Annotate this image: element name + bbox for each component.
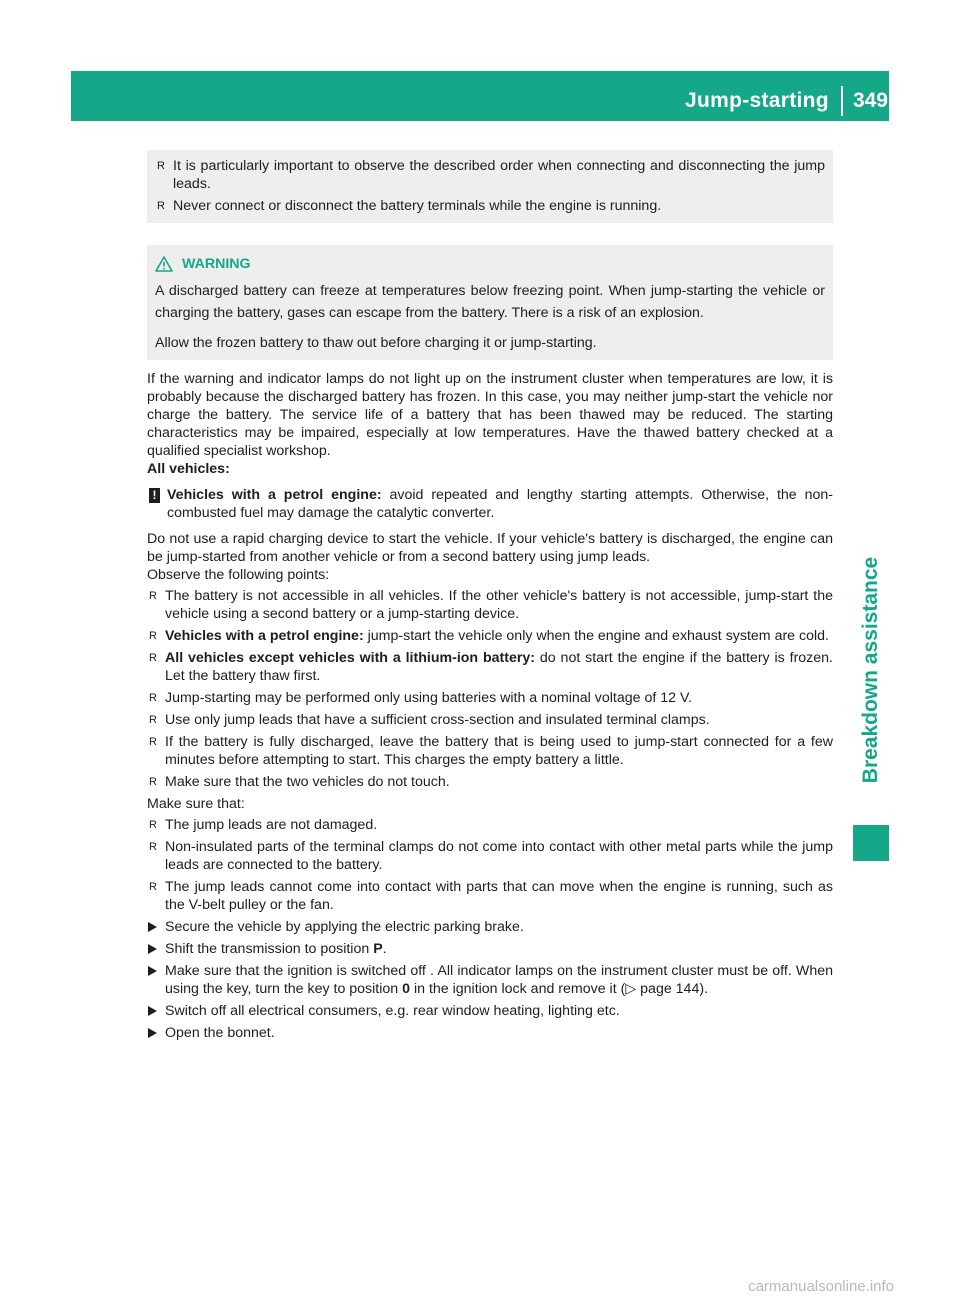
- step: Make sure that the ignition is switched off . All indicator lamps on the instrument cluster must be off. When using the key, turn the key to position 0 in the ignition lock and remove it (▷ page 144).: [147, 962, 833, 998]
- intro-paragraph: If the warning and indicator lamps do not light up on the instrument cluster when temperatures are low, it is probably because the discharged battery has frozen. In this case, you may neither jump-start the vehicle nor charge the battery. The service life of a battery that has been thawed may be reduced. The starting characteristics may be impaired, especially at low temperatures. Have the thawed battery checked at a qualified specialist workshop.: [147, 371, 833, 459]
- page-reference-link[interactable]: ▷ page 144: [625, 981, 700, 997]
- bullet-r-icon: R: [149, 841, 157, 853]
- list-item: R Make sure that the two vehicles do not touch.: [149, 774, 450, 790]
- watermark: carmanualsonline.info: [748, 1278, 894, 1295]
- bullet-r-icon: R: [149, 692, 157, 704]
- list-item: R If the battery is fully discharged, leave the battery that is being used to jump-start connected for a few minutes before attempting to start. This charges the empty battery a little.: [149, 734, 833, 768]
- list-item: R The battery is not accessible in all vehicles. If the other vehicle's battery is not accessible, jump-start the vehicle using a second battery or a jump-starting device.: [149, 588, 833, 622]
- list-item: R Non-insulated parts of the terminal clamps do not come into contact with other metal parts while the jump leads are connected to the battery.: [149, 839, 833, 873]
- bullet-r-icon: R: [149, 881, 157, 893]
- exclamation-icon: !: [149, 488, 160, 503]
- bullet-r-icon: R: [157, 160, 165, 172]
- bullet-r-icon: R: [157, 200, 165, 212]
- list-item: R The jump leads are not damaged.: [149, 817, 378, 833]
- warning-triangle-icon: [155, 256, 173, 272]
- page-number: 349: [852, 89, 888, 112]
- paragraph: Make sure that:: [147, 796, 245, 812]
- warning-box: [147, 245, 833, 360]
- step-arrow-icon: [148, 1006, 157, 1016]
- step: Shift the transmission to position P.: [147, 940, 833, 958]
- list-item: R Vehicles with a petrol engine: jump-start the vehicle only when the engine and exhaust system are cold.: [149, 628, 829, 644]
- header: [685, 86, 888, 116]
- warning-text: Allow the frozen battery to thaw out before charging it or jump-starting.: [155, 335, 597, 351]
- subheading: All vehicles:: [147, 461, 230, 477]
- info-box: [147, 150, 833, 223]
- list-item: R Jump-starting may be performed only using batteries with a nominal voltage of 12 V.: [149, 690, 693, 706]
- side-tab-label: Breakdown assistance: [859, 556, 882, 784]
- list-item: R Never connect or disconnect the battery terminals while the engine is running.: [157, 198, 662, 214]
- paragraph: Do not use a rapid charging device to start the vehicle. If your vehicle's battery is discharged, the engine can be jump-started from another vehicle or from a second battery using jump leads.: [147, 531, 833, 565]
- list-item: R Use only jump leads that have a sufficient cross-section and insulated terminal clamps.: [149, 712, 710, 728]
- bullet-r-icon: R: [149, 736, 157, 748]
- step-arrow-icon: [148, 944, 157, 954]
- step: Open the bonnet.: [147, 1024, 833, 1042]
- bullet-r-icon: R: [149, 819, 157, 831]
- bullet-r-icon: R: [149, 590, 157, 602]
- warning-label: WARNING: [182, 256, 251, 272]
- list-item: R It is particularly important to observe the described order when connecting and disconnecting the jump leads.: [157, 158, 825, 192]
- paragraph: Observe the following points:: [147, 567, 330, 583]
- list-item: R The jump leads cannot come into contact with parts that can move when the engine is running, such as the V-belt pulley or the fan.: [149, 879, 833, 913]
- list-item: R All vehicles except vehicles with a lithium-ion battery: do not start the engine if the battery is frozen. Let the battery thaw first.: [149, 650, 834, 684]
- bullet-r-icon: R: [149, 776, 157, 788]
- bullet-r-icon: R: [149, 714, 157, 726]
- page-content: [147, 150, 833, 1046]
- step-arrow-icon: [148, 1028, 157, 1038]
- side-tab-marker: [853, 825, 889, 861]
- note: ! Vehicles with a petrol engine: avoid repeated and lengthy starting attempts. Otherwise, the non-combusted fuel may damage the catalytic converter.: [147, 486, 833, 522]
- warning-header: [155, 255, 825, 273]
- section-title: Jump-starting: [685, 89, 829, 112]
- step: Switch off all electrical consumers, e.g. rear window heating, lighting etc.: [147, 1002, 833, 1020]
- warning-text: A discharged battery can freeze at temperatures below freezing point. When jump-starting the vehicle or charging the battery, gases can escape from the battery. There is a risk of an explosion.: [155, 283, 825, 321]
- step-arrow-icon: [148, 922, 157, 932]
- side-tab[interactable]: [853, 530, 889, 810]
- bullet-r-icon: R: [149, 630, 157, 642]
- step-arrow-icon: [148, 966, 157, 976]
- bullet-r-icon: R: [149, 652, 157, 664]
- step: Secure the vehicle by applying the electric parking brake.: [147, 918, 833, 936]
